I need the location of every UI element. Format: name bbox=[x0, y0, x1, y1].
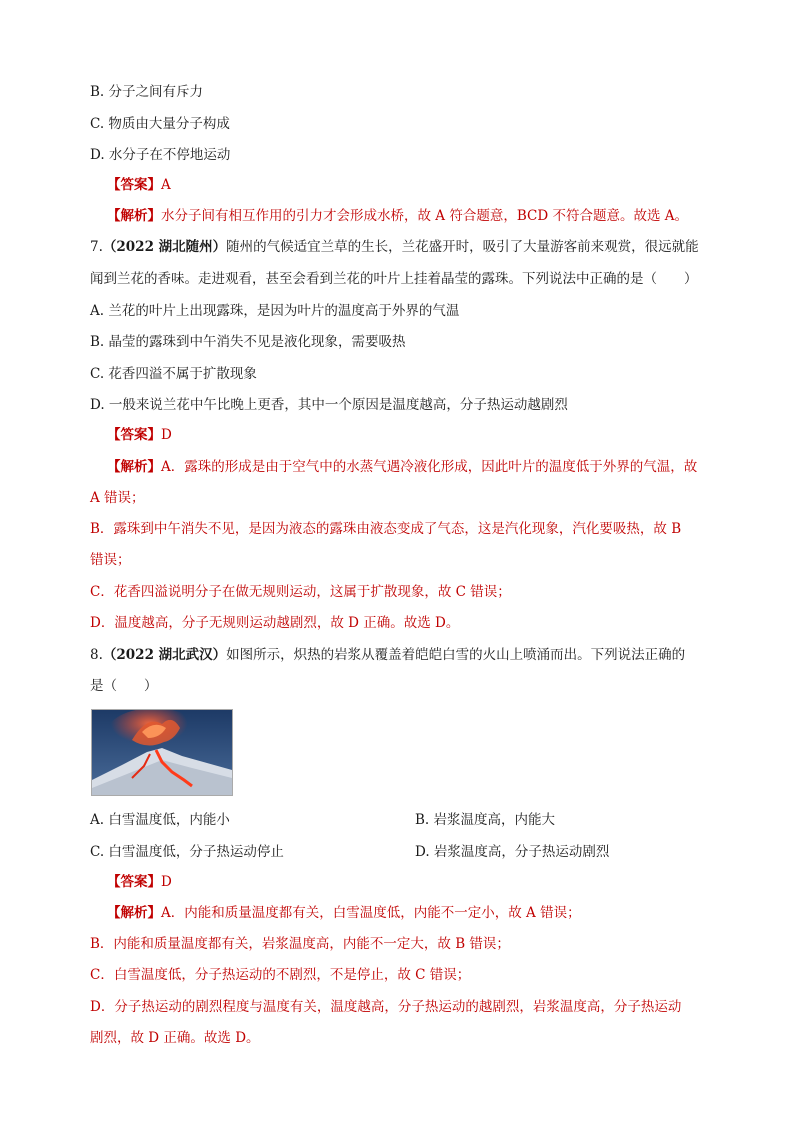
q6-answer bbox=[107, 175, 171, 195]
q7-analysis-line1 bbox=[107, 457, 697, 477]
q8-analysis-line1 bbox=[107, 903, 581, 923]
answer-tag: 【答案】 bbox=[107, 427, 161, 443]
q8-analysis-line2: B．内能和质量温度都有关，岩浆温度高，内能不一定大，故 B 错误； bbox=[90, 936, 510, 952]
q8-number: 8. bbox=[90, 647, 103, 663]
answer-value: D bbox=[161, 874, 172, 890]
analysis-tag: 【解析】 bbox=[107, 208, 161, 224]
q8-option-a: A. 白雪温度低，内能小 bbox=[90, 812, 230, 828]
analysis-text: A．内能和质量温度都有关，白雪温度低，内能不一定小，故 A 错误； bbox=[161, 905, 581, 921]
q6-analysis bbox=[107, 206, 688, 226]
q8-analysis-line5: 剧烈，故 D 正确。故选 D。 bbox=[90, 1030, 260, 1046]
q7-option-b: B. 晶莹的露珠到中午消失不见是液化现象，需要吸热 bbox=[90, 334, 406, 350]
q7-source: （2022 湖北随州） bbox=[102, 239, 227, 255]
q7-stem-text: 随州的气候适宜兰草的生长，兰花盛开时，吸引了大量游客前来观赏，很远就能 bbox=[226, 239, 699, 255]
q8-source: （2022 湖北武汉） bbox=[102, 647, 227, 663]
volcano-photo bbox=[91, 709, 233, 796]
q8-stem-line2: 是（ ） bbox=[90, 678, 158, 694]
q6-option-d: D. 水分子在不停地运动 bbox=[90, 147, 231, 163]
q7-stem-line1 bbox=[90, 237, 699, 257]
q8-stem-line1 bbox=[90, 645, 685, 665]
q7-analysis-line6: D．温度越高，分子无规则运动越剧烈，故 D 正确。故选 D。 bbox=[90, 615, 460, 631]
q8-analysis-line3: C．白雪温度低，分子热运动的不剧烈，不是停止，故 C 错误； bbox=[90, 967, 471, 983]
answer-tag: 【答案】 bbox=[107, 177, 161, 193]
q7-analysis-line4: 错误； bbox=[90, 552, 131, 568]
analysis-text: A．露珠的形成是由于空气中的水蒸气遇冷液化形成，因此叶片的温度低于外界的气温，故 bbox=[161, 459, 698, 475]
q7-option-d: D. 一般来说兰花中午比晚上更香，其中一个原因是温度越高，分子热运动越剧烈 bbox=[90, 397, 568, 413]
analysis-tag: 【解析】 bbox=[107, 459, 161, 475]
q7-analysis-line3: B．露珠到中午消失不见，是因为液态的露珠由液态变成了气态，这是汽化现象，汽化要吸热，故 B bbox=[90, 521, 682, 537]
analysis-text: 水分子间有相互作用的引力才会形成水桥，故 A 符合题意，BCD 不符合题意。故选 A。 bbox=[161, 208, 688, 224]
q7-answer bbox=[107, 425, 172, 445]
q8-analysis-line4: D．分子热运动的剧烈程度与温度有关，温度越高，分子热运动的越剧烈，岩浆温度高，分子热运动 bbox=[90, 999, 682, 1015]
q7-analysis-line5: C．花香四溢说明分子在做无规则运动，这属于扩散现象，故 C 错误； bbox=[90, 584, 511, 600]
q8-answer bbox=[107, 872, 172, 892]
q7-analysis-line2: A 错误； bbox=[90, 490, 145, 506]
q8-option-c: C. 白雪温度低，分子热运动停止 bbox=[90, 844, 284, 860]
volcano-illustration bbox=[92, 710, 232, 795]
q7-number: 7. bbox=[90, 239, 103, 255]
answer-value: D bbox=[161, 427, 172, 443]
analysis-tag: 【解析】 bbox=[107, 905, 161, 921]
q8-option-d: D. 岩浆温度高，分子热运动剧烈 bbox=[415, 844, 610, 860]
answer-value: A bbox=[161, 177, 171, 193]
q7-option-a: A. 兰花的叶片上出现露珠，是因为叶片的温度高于外界的气温 bbox=[90, 303, 460, 319]
q7-option-c: C. 花香四溢不属于扩散现象 bbox=[90, 366, 257, 382]
q8-stem-text: 如图所示，炽热的岩浆从覆盖着皑皑白雪的火山上喷涌而出。下列说法正确的 bbox=[226, 647, 686, 663]
q6-option-b: B. 分子之间有斥力 bbox=[90, 84, 204, 100]
q6-option-c: C. 物质由大量分子构成 bbox=[90, 116, 230, 132]
q7-stem-line2: 闻到兰花的香味。走进观看，甚至会看到兰花的叶片上挂着晶莹的露珠。下列说法中正确的是（ ） bbox=[90, 271, 698, 287]
answer-tag: 【答案】 bbox=[107, 874, 161, 890]
q8-option-b: B. 岩浆温度高，内能大 bbox=[415, 812, 556, 828]
